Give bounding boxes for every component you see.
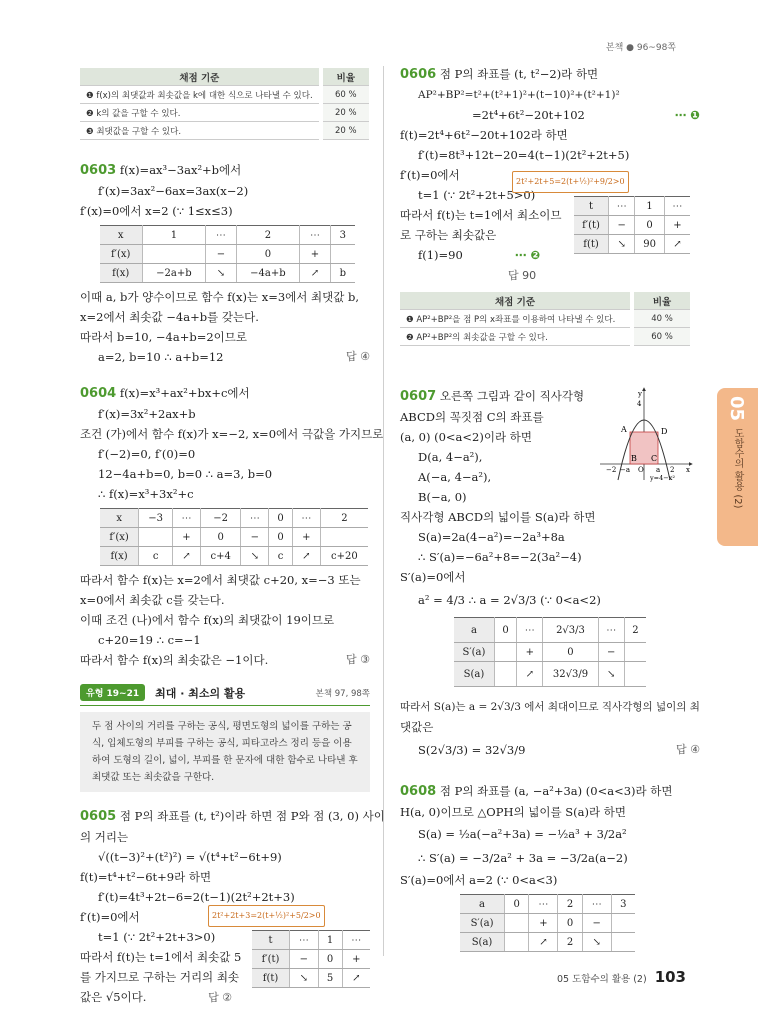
increase-decrease-table [574,196,690,254]
footer-chapter: 05 도함수의 활용 (2) [557,974,647,985]
table-cell: ⋯ [292,509,320,528]
score-row: ❶ AP²+BP²을 점 P의 x좌표를 이용하여 나타낼 수 있다. [400,310,632,328]
score-head-criteria: 채점 기준 [400,292,632,310]
score-row: ❶ f(x)의 최댓값과 최솟값을 k에 대한 식으로 나타낼 수 있다. [80,86,321,104]
table-cell: 1 [635,197,664,216]
graph-label: −2 [606,466,617,474]
solution-line: 이때 a, b가 양수이므로 함수 f(x)는 x=3에서 최댓값 b, [80,290,360,304]
solution-line: S(a)=2a(4−a²)=−2a³+8a [418,530,565,544]
solution-line: √((t−3)²+(t²)²) = √(t⁴+t²−6t+9) [98,850,282,864]
table-cell: x [100,226,142,245]
table-cell: 0 [236,245,300,264]
table-cell: ⋯ [290,931,319,950]
score-row: ❸ 최댓값을 구할 수 있다. [80,122,321,140]
table-cell: f′(t) [574,216,609,235]
table-cell: ⋯ [609,197,635,216]
table-cell: f(t) [252,969,290,988]
table-cell: ⋯ [582,895,611,914]
graph-label: B [631,454,637,463]
solution-line: A(−a, 4−a²), [418,470,492,484]
solution-line: AP²+BP²=t²+(t²+1)²+(t−10)²+(t²+1)² [418,89,620,101]
graph-label: 4 [637,400,642,408]
table-cell: − [241,528,269,547]
table-cell: −2 [200,509,241,528]
score-head-criteria: 채점 기준 [80,68,321,86]
table-cell [139,528,173,547]
solution-line: t=1 (∵ 2t²+2t+5>0) [418,188,536,202]
solution-line: t=1 (∵ 2t²+2t+3>0) [98,930,216,944]
score-ratio: 20 % [321,104,369,122]
table-cell: 1 [142,226,206,245]
increase-decrease-table [252,930,370,988]
answer-mark: 답 ④ [676,743,700,756]
graph-label: −a [620,466,631,474]
solution-line: ABCD의 꼭짓점 C의 좌표를 [400,410,544,424]
table-cell [624,662,646,687]
table-cell [505,933,529,952]
table-cell: a [460,895,505,914]
table-cell: 0 [269,528,293,547]
table-cell: + [664,216,690,235]
solution-line: S(a) = ½a(−a²+3a) = −½a³ + 3/2a² [418,827,627,841]
table-cell: ↘ [206,264,236,283]
type-box [80,684,370,792]
solution-line: f(x)=x³+ax²+bx+c에서 [119,386,250,400]
solution-line: 점 P의 좌표를 (t, t²)이라 하면 점 P와 점 (3, 0) 사이 [119,809,385,823]
solution-line: x=2에서 최솟값 −4a+b를 갖는다. [80,310,259,324]
table-cell: 2 [320,509,368,528]
solution-line: 의 거리는 [80,830,129,844]
table-cell [611,933,635,952]
table-cell: − [582,914,611,933]
table-cell: + [292,528,320,547]
table-cell: − [598,643,624,662]
footer [557,968,686,986]
solution-line: f(t)=2t⁴+6t²−20t+102라 하면 [400,128,568,142]
table-cell: 1 [318,931,342,950]
score-head-ratio: 비율 [321,68,369,86]
problem-number: 0606 [400,67,437,82]
score-table-right [400,292,690,346]
table-cell [494,662,516,687]
score-ratio: 40 % [632,310,690,328]
table-cell: S′(a) [460,914,505,933]
solution-line: 따라서 S(a)는 a = 2√3/3 에서 최대이므로 직사각형의 넓이의 최 [400,701,700,713]
table-cell: S(a) [460,933,505,952]
solution-line: (a, 0) (0<a<2)이라 하면 [400,430,532,444]
problem-number: 0607 [400,389,437,404]
solution-line: 로 구하는 최솟값은 [400,228,497,242]
solution-line: f′(−2)=0, f′(0)=0 [98,447,196,461]
solution-line: 따라서 f(t)는 t=1에서 최솟값 5 [80,950,242,964]
solution-line: f′(x)=0에서 x=2 (∵ 1≤x≤3) [80,204,233,218]
table-cell: −3 [139,509,173,528]
graph-label: y [638,390,642,398]
problem-number: 0608 [400,784,437,799]
problem-number: 0603 [80,163,117,178]
table-cell [330,245,355,264]
solution-line: H(a, 0)이므로 △OPH의 넓이를 S(a)라 하면 [400,805,626,819]
parabola-rectangle-graph [600,386,696,482]
table-cell: ⋯ [598,618,624,643]
solution-line: f′(x)=3ax²−6ax=3ax(x−2) [98,184,249,198]
table-cell: ↘ [598,662,624,687]
score-row: ❷ k의 값을 구할 수 있다. [80,104,321,122]
table-cell: 3 [330,226,355,245]
table-cell: 32√3/9 [543,662,598,687]
table-cell: − [290,950,319,969]
table-cell: 2 [624,618,646,643]
solution-line: f′(t)=4t³+2t−6=2(t−1)(2t²+2t+3) [98,890,295,904]
table-cell: 2 [236,226,300,245]
table-cell: 0 [558,914,582,933]
solution-line: 따라서 함수 f(x)는 x=2에서 최댓값 c+20, x=−3 또는 [80,573,361,587]
solution-line: 값은 √5이다. [80,990,147,1004]
solution-line: f(t)=t⁴+t²−6t+9라 하면 [80,870,212,884]
score-ratio: 20 % [321,122,369,140]
solution-line: a² = 4/3 ∴ a = 2√3/3 (∵ 0<a<2) [418,593,601,607]
solution-line: =2t⁴+6t²−20t+102 [472,108,585,122]
solution-line: B(−a, 0) [418,490,467,504]
table-cell: S(a) [454,662,494,687]
solution-line: 댓값은 [400,720,434,734]
table-cell: ⋯ [664,197,690,216]
graph-label: x [686,466,690,474]
score-ratio: 60 % [321,86,369,104]
table-cell: 0 [200,528,241,547]
table-cell: + [529,914,558,933]
graph-label: D [661,427,668,436]
step-marker: ⋯ ❷ [514,248,541,262]
solution-line: 점 P의 좌표를 (t, t²−2)라 하면 [439,67,599,81]
table-cell: ⋯ [241,509,269,528]
table-cell: − [206,245,236,264]
table-cell: f(t) [574,235,609,254]
table-cell: ↗ [342,969,370,988]
problem-number: 0605 [80,809,117,824]
solution-line: c+20=19 ∴ c=−1 [98,633,201,647]
increase-decrease-table [100,508,368,566]
answer-mark: 답 ③ [346,653,370,666]
table-cell: + [517,643,543,662]
table-cell [624,643,646,662]
graph-label: A [621,425,627,434]
solution-line: f′(t)=0에서 [400,168,460,182]
page-number: 103 [654,968,686,986]
solution-line: f′(t)=8t³+12t−20=4(t−1)(2t²+2t+5) [418,148,630,162]
solution-line: f′(t)=0에서 [80,910,140,924]
solution-line: f′(x)=3x²+2ax+b [98,407,196,421]
table-cell: + [172,528,200,547]
type-tag: 유형 19~21 [80,684,145,701]
step-marker: ⋯ ❶ [674,108,700,122]
solution-line: 따라서 함수 f(x)의 최솟값은 −1이다. [80,653,269,667]
table-cell: ↗ [292,547,320,566]
answer-mark: 답 90 [508,269,537,282]
solution-line: 점 P의 좌표를 (a, −a²+3a) (0<a<3)라 하면 [439,784,673,798]
table-cell: f′(t) [252,950,290,969]
solution-line: ∴ S′(a) = −3/2a² + 3a = −3/2a(a−2) [418,851,628,865]
answer-mark: 답 ② [208,991,233,1004]
table-cell: ↗ [172,547,200,566]
solution-line: 조건 (가)에서 함수 f(x)가 x=−2, x=0에서 극값을 가지므로 [80,427,384,441]
page-reference: 본책 ● 96~98쪽 [605,43,676,53]
table-cell: ↗ [300,264,330,283]
table-cell: 5 [318,969,342,988]
table-cell: − [609,216,635,235]
solution-line: a=2, b=10 ∴ a+b=12 [98,350,224,364]
graph-label: O [638,466,644,474]
score-ratio: 60 % [632,328,690,346]
table-cell: 2 [558,933,582,952]
table-cell: ⋯ [206,226,236,245]
table-cell: ↘ [582,933,611,952]
table-cell: S′(a) [454,643,494,662]
table-cell: 0 [505,895,529,914]
table-cell: + [342,950,370,969]
table-cell [505,914,529,933]
solution-line: ∴ S′(a)=−6a²+8=−2(3a²−4) [418,550,582,564]
left-column [80,68,385,1008]
table-cell: c+20 [320,547,368,566]
type-description: 두 점 사이의 거리를 구하는 공식, 평면도형의 넓이를 구하는 공식, 입체도형의 부피를 구하는 공식, 피타고라스 정리 등을 이용하여 도형의 길이, 넓이, 부피를 한 문자에 대한 함수로 나타낸 후 최댓값 또는 최솟값을 구한다. [80,712,370,792]
table-cell: ⋯ [342,931,370,950]
table-cell: −4a+b [236,264,300,283]
table-cell: c [139,547,173,566]
score-head-ratio: 비율 [632,292,690,310]
table-cell: 0 [543,643,598,662]
solution-line: f(x)=ax³−3ax²+b에서 [119,163,242,177]
problem-0607 [400,386,700,763]
table-cell: + [300,245,330,264]
table-cell: ↗ [529,933,558,952]
table-cell: ↗ [664,235,690,254]
chapter-side-tab[interactable] [717,388,758,546]
problem-0604 [80,383,384,670]
solution-line: 이때 조건 (나)에서 함수 f(x)의 최댓값이 19이므로 [80,613,335,627]
answer-mark: 답 ④ [346,350,370,363]
table-cell: f(x) [100,264,142,283]
graph-label: a [656,466,661,474]
problem-0608 [400,781,700,952]
table-cell: f(x) [100,547,139,566]
score-row: ❷ AP²+BP²의 최솟값을 구할 수 있다. [400,328,632,346]
solution-line: ∴ f(x)=x³+3x²+c [98,487,194,501]
solution-line: S′(a)=0에서 [400,570,466,584]
table-cell: 0 [269,509,293,528]
solution-line: 따라서 b=10, −4a+b=2이므로 [80,330,248,344]
solution-line: S′(a)=0에서 a=2 (∵ 0<a<3) [400,873,558,887]
solution-line: f(1)=90 [418,248,463,262]
table-cell: 2 [558,895,582,914]
graph-label: C [651,454,658,463]
table-cell: f′(x) [100,245,142,264]
chapter-number: 05 [726,396,747,422]
table-cell: −2a+b [142,264,206,283]
right-column [400,64,700,952]
table-cell: 0 [318,950,342,969]
problem-0603 [80,160,370,367]
table-cell: 2√3/3 [543,618,598,643]
increase-decrease-table [460,894,635,952]
table-cell [320,528,368,547]
solution-line: D(a, 4−a²), [418,450,483,464]
solution-line: 직사각형 ABCD의 넓이를 S(a)라 하면 [400,510,596,524]
table-cell: ↘ [241,547,269,566]
problem-number: 0604 [80,386,117,401]
table-cell: 90 [635,235,664,254]
table-cell: b [330,264,355,283]
side-note: 2t²+2t+3=2(t+½)²+5/2>0 [208,905,325,927]
table-cell [142,245,206,264]
table-cell: ⋯ [300,226,330,245]
score-table-left [80,68,369,140]
solution-line: 오른쪽 그림과 같이 직사각형 [439,389,585,403]
table-cell: 3 [611,895,635,914]
table-cell: t [574,197,609,216]
table-cell: c [269,547,293,566]
table-cell: ↘ [290,969,319,988]
solution-line: 12−4a+b=0, b=0 ∴ a=3, b=0 [98,467,273,481]
table-cell: ↘ [609,235,635,254]
table-cell: 0 [494,618,516,643]
chapter-title: 도함수의 활용 (2) [732,428,743,509]
solution-line: 를 가지므로 구하는 거리의 최솟 [80,970,240,984]
type-title: 최대 · 최소의 활용 [155,686,246,700]
table-cell: x [100,509,139,528]
solution-line: x=0에서 최솟값 c를 갖는다. [80,593,225,607]
table-cell: ⋯ [172,509,200,528]
table-cell: t [252,931,290,950]
type-reference: 본책 97, 98쪽 [315,688,370,699]
table-cell [611,914,635,933]
side-note: 2t²+2t+5=2(t+½)²+9/2>0 [512,171,629,193]
table-cell: ↗ [517,662,543,687]
table-cell: c+4 [200,547,241,566]
solution-line: 따라서 f(t)는 t=1에서 최소이므 [400,208,562,222]
table-cell: ⋯ [517,618,543,643]
table-cell: ⋯ [529,895,558,914]
increase-decrease-table [100,225,355,283]
increase-decrease-table [454,617,646,687]
problem-0605 [80,806,385,1008]
table-cell: 0 [635,216,664,235]
problem-0606 [400,64,700,346]
table-cell [494,643,516,662]
solution-line: S(2√3/3) = 32√3/9 [418,743,526,757]
table-cell: a [454,618,494,643]
graph-label: y=4−x² [650,474,675,482]
graph-label: 2 [670,466,675,474]
table-cell: f′(x) [100,528,139,547]
